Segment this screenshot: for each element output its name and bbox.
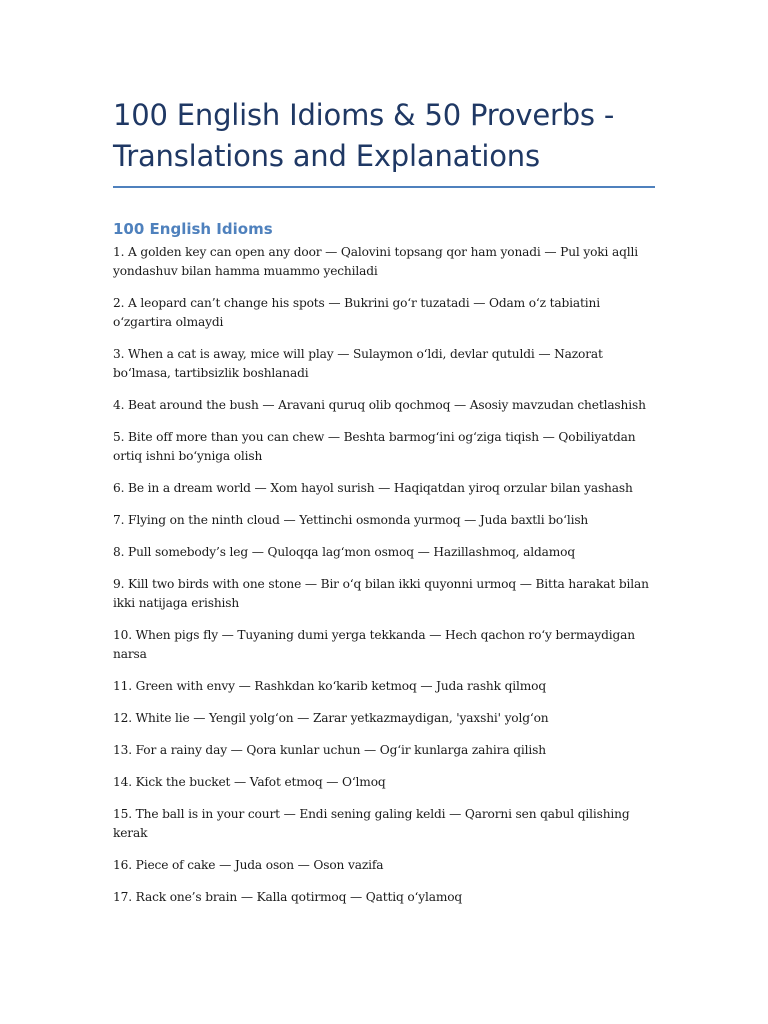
list-item: 8. Pull somebody’s leg — Quloqqa lag‘mon osmoq — Hazillashmoq, aldamoq <box>113 545 576 559</box>
list-item: 11. Green with envy — Rashkdan ko‘karib ketmoq — Juda rashk qilmoq <box>113 679 546 693</box>
list-item: 13. For a rainy day — Qora kunlar uchun — Og‘ir kunlarga zahira qilish <box>113 743 546 757</box>
list-item: 10. When pigs fly — Tuyaning dumi yerga tekkanda — Hech qachon ro‘y bermaydigan narsa <box>113 628 635 661</box>
title-underline-divider <box>113 186 655 188</box>
list-item: 4. Beat around the bush — Aravani quruq olib qochmoq — Asosiy mavzudan chetlashish <box>113 398 646 412</box>
idiom-list <box>113 243 655 907</box>
list-item: 12. White lie — Yengil yolg‘on — Zarar yetkazmaydigan, 'yaxshi' yolg‘on <box>113 711 549 725</box>
list-item: 17. Rack one’s brain — Kalla qotirmoq — Qattiq o‘ylamoq <box>113 890 463 904</box>
list-item: 1. A golden key can open any door — Qalovini topsang qor ham yonadi — Pul yoki aqlli yondashuv bilan hamma muammo yechiladi <box>113 245 639 278</box>
list-item: 7. Flying on the ninth cloud — Yettinchi osmonda yurmoq — Juda baxtli bo‘lish <box>113 513 589 527</box>
section-heading: 100 English Idioms <box>113 220 273 238</box>
list-item: 16. Piece of cake — Juda oson — Oson vazifa <box>113 858 384 872</box>
page-title: 100 English Idioms & 50 Proverbs - Translations and Explanations <box>113 98 615 173</box>
list-item: 6. Be in a dream world — Xom hayol surish — Haqiqatdan yiroq orzular bilan yashash <box>113 481 633 495</box>
list-item: 5. Bite off more than you can chew — Beshta barmog‘ini og‘ziga tiqish — Qobiliyatdan ortiq ishni bo‘yniga olish <box>113 430 636 463</box>
list-item: 3. When a cat is away, mice will play — Sulaymon o‘ldi, devlar qutuldi — Nazorat bo‘lmasa, tartibsizlik boshlanadi <box>113 347 603 380</box>
list-item: 15. The ball is in your court — Endi sening galing keldi — Qarorni sen qabul qilishing kerak <box>113 807 630 840</box>
list-item: 2. A leopard can’t change his spots — Bukrini go‘r tuzatadi — Odam o‘z tabiatini o‘zgartira olmaydi <box>113 296 600 329</box>
list-item: 14. Kick the bucket — Vafot etmoq — O‘lmoq <box>113 775 386 789</box>
list-item: 9. Kill two birds with one stone — Bir o‘q bilan ikki quyonni urmoq — Bitta harakat bilan ikki natijaga erishish <box>113 577 649 610</box>
